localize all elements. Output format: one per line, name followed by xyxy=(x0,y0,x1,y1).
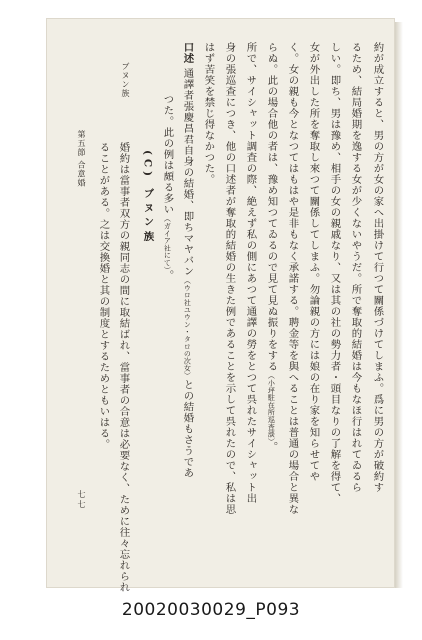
section-line-1: 婚約は當事者双方の親同志の間に取結ばれ、當事者の合意は必要なく、ために往々忘れられ xyxy=(117,142,130,593)
kojutsu-line-2-end: 。 xyxy=(161,269,174,281)
body-line-6-text: らぬ。此の場合他の者は、豫め知つてゐるので見て見ぬ振りをする xyxy=(265,42,278,372)
body-line-6 xyxy=(266,42,276,453)
kojutsu-label: 口述 xyxy=(181,42,194,64)
kojutsu-line-1 xyxy=(182,42,192,478)
archive-caption: 20020030029_P093 xyxy=(121,600,301,620)
body-line-1: 約が成立すると、男の方が女の家へ出掛けて行つて關係づけてしまふ。爲に男の方が破約す xyxy=(371,42,384,493)
kojutsu-line-1-end: との結婚もさうであ xyxy=(181,379,194,479)
section-line-2: ることがある。之は交換婚と其の制度とするためともいはる。 xyxy=(97,142,110,450)
source-note: （小坪駐在所巡査談） xyxy=(267,372,276,442)
body-line-3: しい。即ち、男は豫め、相手の女の親戚なり、又は其の社の勢力者・頭目なりの了解を得て、 xyxy=(328,42,341,504)
body-line-5: く。女の親も今となつてはもはや是非もなく承諾する。聘金等を與へることは普通の場合と異な xyxy=(286,42,299,515)
body-line-2: るため、結局婚期を逸する女が少くないやうだ。所で奪取的結婚は今もなほ行はれてゐるら xyxy=(349,42,362,493)
kojutsu-line-2 xyxy=(162,94,172,281)
kojutsu-note-2: （ガイア社にて） xyxy=(163,215,172,270)
page-edge-shadow xyxy=(395,22,403,588)
kojutsu-note-1: （ウロ社ユウン・タロの次女） xyxy=(183,276,192,380)
body-line-7: 所で、サイシャット調査の際、絶えず私の側にあつて通譯の勞をとつて呉れたサイシャット出 xyxy=(244,42,257,504)
running-header-chapter: 第五節 合意婚 xyxy=(77,130,86,188)
kojutsu-line-1-text: 通譯者張慶昌君自身の結婚、即ちマヤバン xyxy=(181,67,194,277)
body-line-4: 女が外出した所を奪取し來つて關係してしまふ。勿論親の方には娘の在り家を知らせてや xyxy=(307,42,320,482)
body-line-6-end: 。 xyxy=(265,441,278,453)
kojutsu-line-2-text: つた。此の例は頗る多い xyxy=(161,94,174,215)
body-line-8: 身の張巡查につき、他の口述者が奪取的結婚の生きた例であることを示して呉れたので、私は思 xyxy=(223,42,236,515)
body-line-9: はず苦笑を禁じ得なかつた。 xyxy=(202,42,215,185)
page-number: 七七 xyxy=(77,490,86,510)
running-header-tribe: ブヌン族 xyxy=(121,62,130,98)
section-heading: (C) ブヌン族 xyxy=(141,150,154,246)
